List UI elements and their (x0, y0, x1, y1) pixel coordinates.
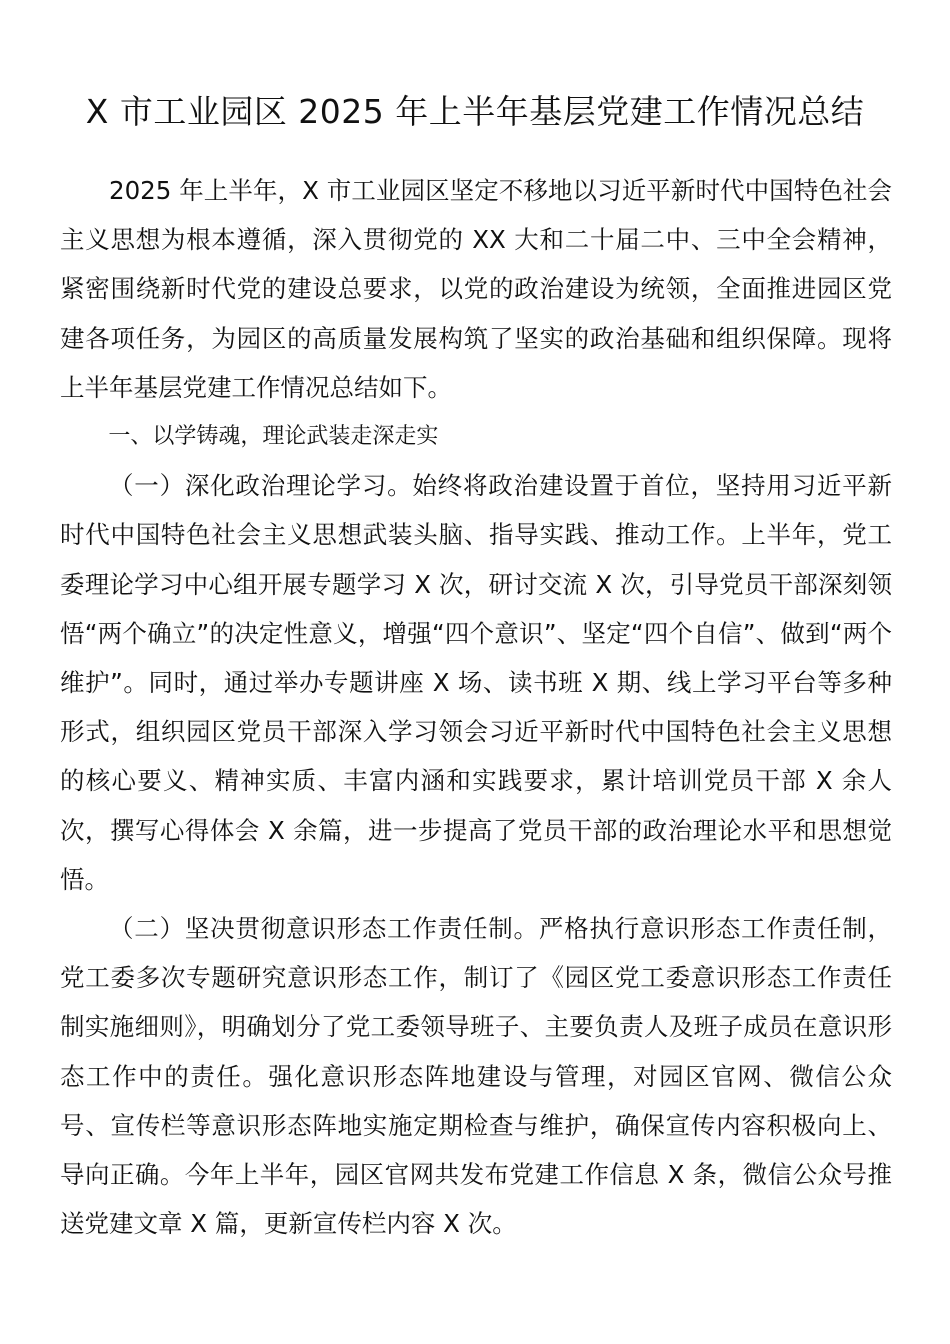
intro-paragraph: 2025 年上半年，X 市工业园区坚定不移地以习近平新时代中国特色社会主义思想为根本遵循，深入贯彻党的 XX 大和二十届二中、三中全会精神，紧密围绕新时代党的建设总要求，以党的政治建设为统领，全面推进园区党建各项任务，为园区的高质量发展构筑了坚实的政治基础和组织保障。现将上半年基层党建工作情况总结如下。 (60, 176, 892, 402)
paragraph-1: （一）深化政治理论学习。始终将政治建设置于首位，坚持用习近平新时代中国特色社会主义思想武装头脑、指导实践、推动工作。上半年，党工委理论学习中心组开展专题学习 X 次，研讨交流 X 次，引导党员干部深刻领悟“两个确立”的决定性意义，增强“四个意识”、坚定“四个自信”、做到“两个维护”。同时，通过举办专题讲座 X 场、读书班 X 期、线上学习平台等多种形式，组织园区党员干部深入学习领会习近平新时代中国特色社会主义思想的核心要义、精神实质、丰富内涵和实践要求，累计培训党员干部 X 余人次，撰写心得体会 X 余篇，进一步提高了党员干部的政治理论水平和思想觉悟。 (60, 471, 892, 894)
document-body (60, 166, 892, 1248)
document-title: X 市工业园区 2025 年上半年基层党建工作情况总结 (85, 92, 865, 132)
section-heading-1: 一、以学铸魂，理论武装走深走实 (108, 424, 439, 450)
paragraph-2: （二）坚决贯彻意识形态工作责任制。严格执行意识形态工作责任制，党工委多次专题研究意识形态工作，制订了《园区党工委意识形态工作责任制实施细则》，明确划分了党工委领导班子、主要负责人及班子成员在意识形态工作中的责任。强化意识形态阵地建设与管理，对园区官网、微信公众号、宣传栏等意识形态阵地实施定期检查与维护，确保宣传内容积极向上、导向正确。今年上半年，园区官网共发布党建工作信息 X 条，微信公众号推送党建文章 X 篇，更新宣传栏内容 X 次。 (60, 914, 892, 1239)
